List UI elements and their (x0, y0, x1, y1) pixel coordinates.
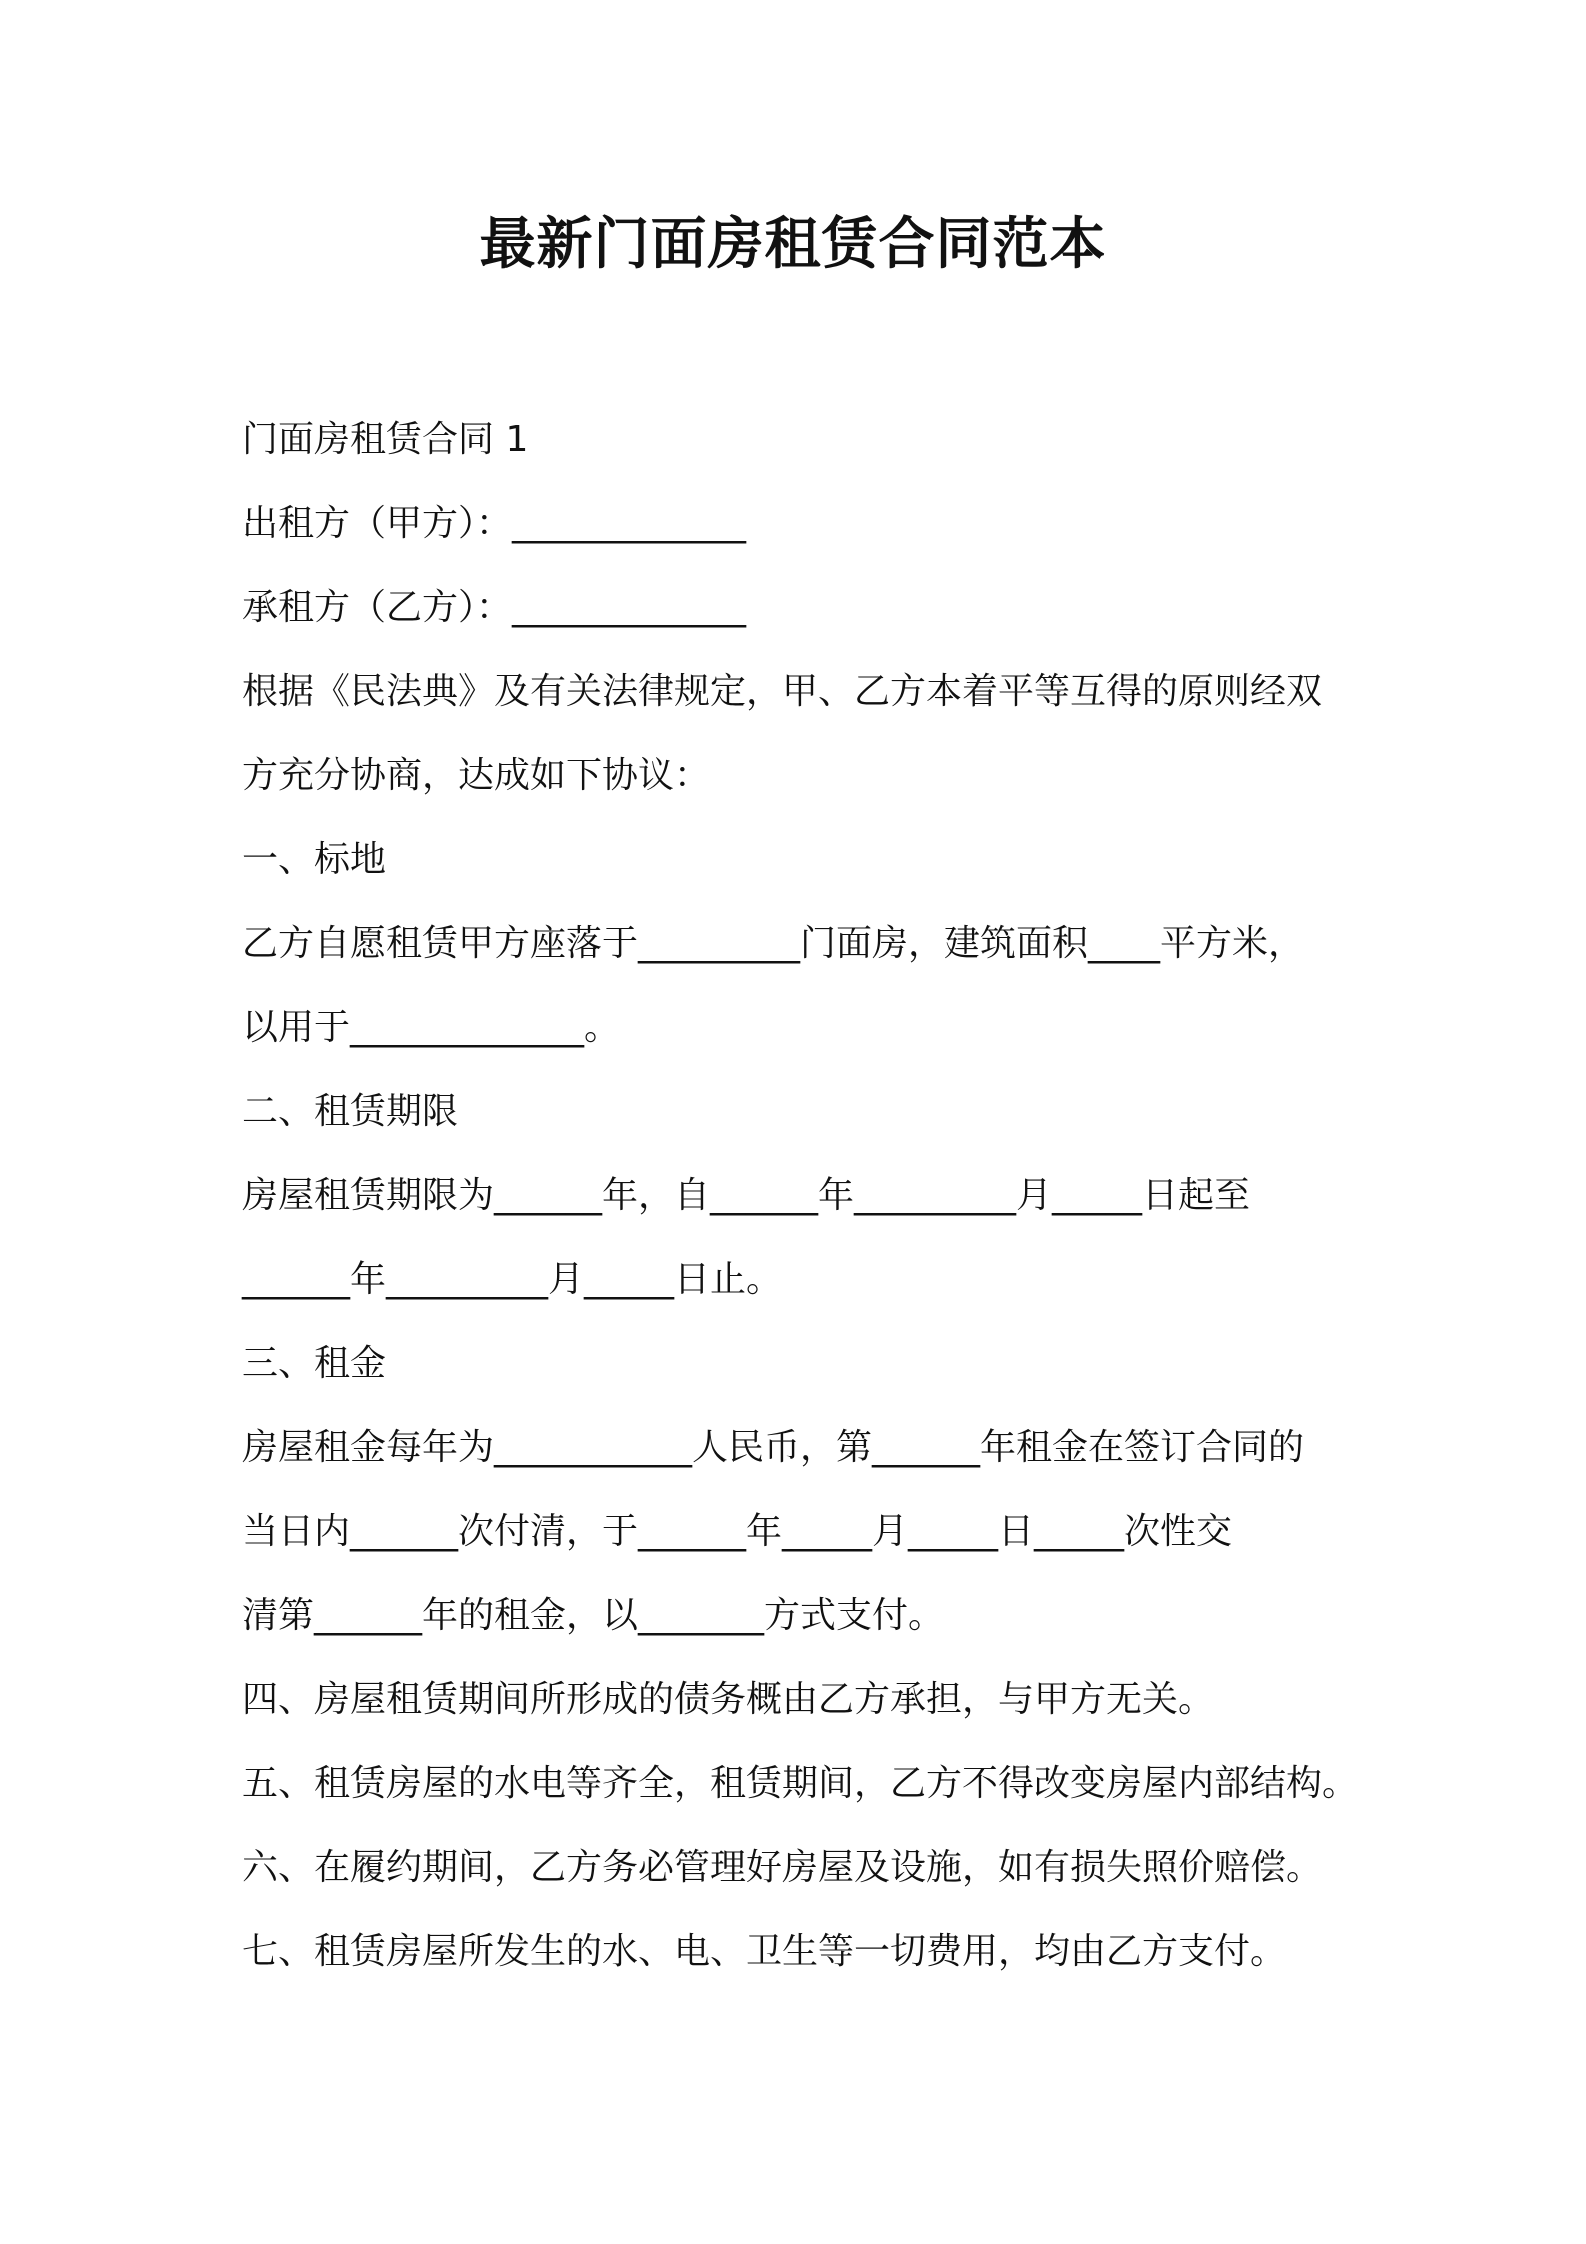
section-1-text-line-1: 乙方自愿租赁甲方座落于_________门面房，建筑面积____平方米， (242, 923, 1305, 964)
section-1-heading: 一、标地 (242, 839, 387, 880)
section-3-heading: 三、租金 (242, 1343, 387, 1384)
section-2-heading: 二、租赁期限 (242, 1091, 459, 1132)
preamble-line-2: 方充分协商，达成如下协议： (242, 755, 711, 796)
preamble-line-1: 根据《民法典》及有关法律规定，甲、乙方本着平等互得的原则经双 (242, 671, 1323, 712)
document-title: 最新门面房租赁合同范本 (479, 212, 1107, 277)
section-3-text-line-2: 当日内______次付清，于______年_____月_____日_____次性交 (242, 1511, 1233, 1552)
section-1-text-line-2: 以用于_____________。 (242, 1007, 621, 1048)
section-2-text-line-1: 房屋租赁期限为______年，自______年_________月_____日起至 (242, 1175, 1251, 1216)
section-3-text-line-3: 清第______年的租金，以_______方式支付。 (242, 1595, 945, 1636)
lessee-line: 承租方（乙方）：_____________ (242, 587, 747, 628)
section-3-text-line-1: 房屋租金每年为___________人民币，第______年租金在签订合同的 (242, 1427, 1305, 1468)
lessor-line: 出租方（甲方）：_____________ (242, 503, 747, 544)
document-body (242, 398, 1362, 1994)
clause-7: 七、租赁房屋所发生的水、电、卫生等一切费用，均由乙方支付。 (242, 1931, 1287, 1972)
clause-5: 五、租赁房屋的水电等齐全，租赁期间，乙方不得改变房屋内部结构。 (242, 1763, 1359, 1804)
section-2-text-line-2: ______年_________月_____日止。 (242, 1259, 783, 1300)
clause-6: 六、在履约期间，乙方务必管理好房屋及设施，如有损失照价赔偿。 (242, 1847, 1323, 1888)
contract-heading: 门面房租赁合同 1 (242, 419, 529, 460)
clause-4: 四、房屋租赁期间所形成的债务概由乙方承担，与甲方无关。 (242, 1679, 1215, 1720)
